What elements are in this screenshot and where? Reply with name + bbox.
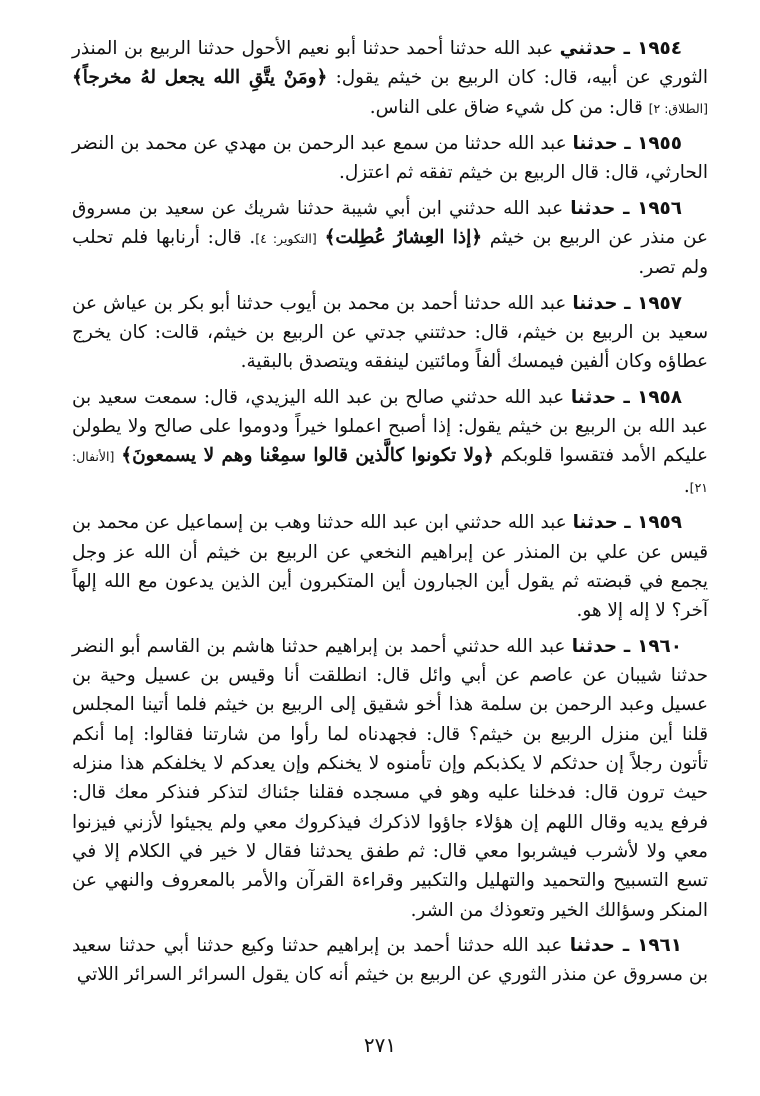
- entry-number: ١٩٥٦ ـ حدثنا: [570, 197, 682, 219]
- entry-number: ١٩٥٨ ـ حدثنا: [570, 386, 682, 408]
- entry-number: ١٩٥٧ ـ حدثنا: [572, 292, 683, 314]
- hadith-entry: [72, 508, 708, 625]
- verse-citation: [الطلاق: ٢]: [648, 100, 708, 116]
- entry-number: ١٩٦١ ـ حدثنا: [569, 934, 682, 956]
- entry-number: ١٩٥٥ ـ حدثنا: [572, 133, 682, 155]
- entries-container: [72, 34, 708, 990]
- entry-opener: حدثنا: [570, 197, 616, 219]
- entry-text: عبد الله حدثني أحمد بن إبراهيم حدثنا هاشم بن القاسم أبو النضر حدثنا شيبان عن عاصم عن أبي وائل قال: انطلقت أنا وقيس بن عسيل وحية بن عسيل وعبد الرحمن بن سلمة هذا أخو شقيق إلى الربيع بن خيثم فلما أتينا المجلس قلنا أين منزل الربيع بن خيثم؟ قال: فجهدناه لما رأوا من شارتنا فقالوا: إما أنكم تأتون رجلاً إن حدثكم لا يكذبكم وإن تأمنوه لا يخنكم وإن يعدكم لا يخلفكم هذا منزله حيث ترون قال: فدخلنا عليه وهو في مسجده فقلنا جئناك لتذكر فنذكر معك قال: فرفع يديه وقال اللهم إن هؤلاء جاؤوا لاذكرك فيذكروك معي ولم يجيئوا لأزني فيزنوا معي ولا لأشرب فيشربوا معي قال: ثم طفق يحدثنا فقال لا خير في الكلام إلا في تسع التسبيح والتحميد والتهليل والتكبير وقراءة القرآن والأمر بالمعروف والنهي عن المنكر وسؤالك الخير وتعوذك من الشر.: [72, 635, 708, 921]
- hadith-entry: [72, 632, 708, 925]
- entry-opener: حدثنا: [572, 512, 618, 534]
- quran-verse: ﴿ولا تكونوا كالَّذين قالوا سمِعْنا وهم لا يسمعونَ﴾: [121, 445, 494, 467]
- hadith-entry: [72, 931, 708, 990]
- quran-verse: ﴿ومَنْ يتَّقِ الله يجعل لهُ مخرجاً﴾: [72, 67, 328, 89]
- hadith-entry: [72, 383, 708, 502]
- entry-text: عبد الله حدثني ابن أبي شيبة حدثنا شريك عن سعيد بن مسروق عن منذر عن الربيع بن خيثم: [72, 197, 708, 249]
- verse-citation: [الأنفال: ٢١]: [72, 449, 708, 495]
- entry-text: عبد الله حدثني ابن عبد الله حدثنا وهب بن إسماعيل عن محمد بن قيس عن علي بن المنذر عن إبراهيم النخعي عن الربيع بن خيثم أن الله عز وجل يجمع في قبضته ثم يقول أين الجبارون أين المتكبرون أين الذين يدعون مع الله إلهاً آخر؟ لا إله إلا هو.: [72, 512, 708, 622]
- quran-verse: ﴿إذا العِشارُ عُطِلت﴾: [324, 227, 482, 249]
- hadith-entry: [72, 194, 708, 283]
- entry-number: ١٩٥٤ ـ حدثني: [559, 38, 682, 59]
- hadith-entry: [72, 34, 708, 123]
- entry-opener: حدثنا: [571, 635, 617, 657]
- verse-citation: [التكوير: ٤]: [255, 231, 317, 247]
- entry-number: ١٩٦٠ ـ حدثنا: [571, 635, 682, 657]
- hadith-entry: [72, 289, 708, 377]
- entry-text: عبد الله حدثنا أحمد بن إبراهيم حدثنا وكيع حدثنا أبي حدثنا سعيد بن مسروق عن منذر الثوري عن الربيع بن خيثم أنه كان يقول السرائر السرائر اللاتي: [72, 934, 708, 986]
- entry-opener: حدثنا: [572, 292, 618, 314]
- entry-opener: حدثني: [559, 38, 617, 59]
- entry-text-continued: . قال: أرنابها فلم تحلب ولم تصر.: [72, 227, 708, 279]
- entry-text: عبد الله حدثني صالح بن عبد الله اليزيدي، قال: سمعت سعيد بن عبد الله بن الربيع بن خيثم يقول: إذا أصبح اعملوا خيراً ودوموا على صالح ولا يطولن عليكم الأمد فتقسوا قلوبكم: [72, 386, 708, 467]
- entry-text: عبد الله حدثنا أحمد بن محمد بن أيوب حدثنا أبو بكر بن عياش عن سعيد بن الربيع بن خيثم، قال: حدثتني جدتي عن الربيع بن خيثم، قالت: كان يخرج عطاؤه وكان ألفين فيمسك ألفاً ومائتين لينفقه ويتصدق بالبقية.: [72, 292, 708, 373]
- entry-opener: حدثنا: [570, 386, 617, 408]
- entry-text: عبد الله حدثنا أحمد حدثنا أبو نعيم الأحول حدثنا الربيع بن المنذر الثوري عن أبيه، قال: كان الربيع بن خيثم يقول:: [72, 38, 708, 89]
- entry-opener: حدثنا: [572, 133, 618, 155]
- entry-text: عبد الله حدثنا من سمع عبد الرحمن بن مهدي عن محمد بن النضر الحارثي، قال: قال الربيع بن خيثم تفقه ثم اعتزل.: [72, 133, 708, 184]
- page-number: ٢٧١: [363, 1033, 397, 1057]
- entry-number: ١٩٥٩ ـ حدثنا: [572, 512, 682, 534]
- hadith-entry: [72, 129, 708, 188]
- entry-text-continued: .: [683, 475, 690, 497]
- entry-text-continued: قال: من كل شيء ضاق على الناس.: [369, 96, 649, 118]
- entry-opener: حدثنا: [569, 934, 615, 956]
